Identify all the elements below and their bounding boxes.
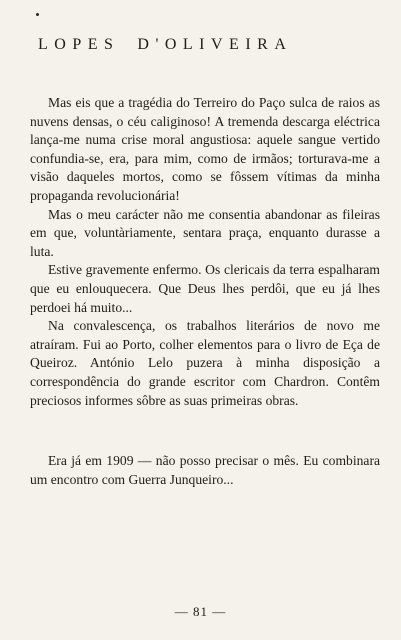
section-gap [30,410,380,452]
paragraph-closing: Era já em 1909 — não posso precisar o mês. Eu combinara um encontro com Guerra Junqueiro... [30,453,380,487]
header-author: LOPES [38,36,120,53]
paragraph-4: Na convalescença, os trabalhos literários de novo me atraíram. Fui ao Porto, colher elementos para o livro de Eça de Queiroz. António Lelo puzera à minha disposição a correspondência do grande escritor com Chardron. Contêm preciosos informes sôbre as suas primeiras obras. [30,318,380,408]
ink-dot [36,13,39,16]
running-header [38,36,377,54]
paragraph-1: Mas eis que a tragédia do Terreiro do Paço sulca de raios as nuvens densas, o céu caliginoso! A tremenda descarga eléctrica lança-me numa crise moral angustiosa: aquele sangue vertido confundia-se, era, para mim, como de irmãos; torturava-me a visão daqueles mortos, como se fôssem vítimas da minha propaganda revolucionária! [30,95,380,203]
paragraph-3: Estive gravemente enfermo. Os clericais da terra espalharam que eu enlouquecera. Que Deus lhes perdôi, que eu já lhes perdoei há muito... [30,262,380,315]
paragraph-2: Mas o meu carácter não me consentia abandonar as fileiras em que, voluntàriamente, sentara praça, enquanto durasse a luta. [30,206,380,259]
page-body [30,94,380,489]
page-number: — 81 — [174,604,227,619]
header-surname: D'OLIVEIRA [137,36,293,53]
